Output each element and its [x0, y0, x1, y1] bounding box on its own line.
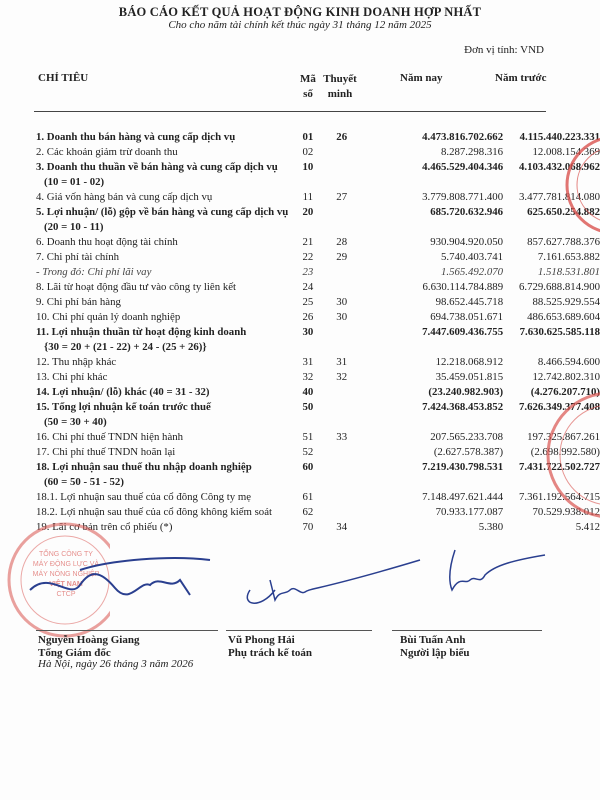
signature-line — [226, 630, 372, 631]
table-row — [36, 399, 600, 414]
table-row — [36, 189, 600, 204]
row-previous-year — [503, 339, 600, 354]
row-current-year — [362, 339, 504, 354]
table-row — [36, 459, 600, 474]
stamp-text: TỔNG CÔNG TY — [39, 551, 93, 558]
col-header-code-1: Mã — [300, 73, 316, 85]
row-previous-year: 4.115.440.223.331 — [519, 130, 600, 143]
row-previous-year: 88.525.929.554 — [532, 295, 600, 308]
row-code: 62 — [302, 505, 314, 518]
row-label: (10 = 01 - 02) — [44, 175, 105, 188]
row-label: 15. Tổng lợi nhuận kế toán trước thuế — [36, 400, 211, 413]
row-previous-year: 486.653.689.604 — [527, 310, 600, 323]
row-code: 23 — [302, 265, 314, 278]
row-current-year: 930.904.920.050 — [430, 235, 504, 248]
row-code — [294, 339, 322, 354]
table-row — [36, 279, 600, 294]
row-note — [322, 144, 362, 159]
row-code — [294, 174, 322, 189]
row-label: 7. Chi phí tài chính — [36, 250, 120, 263]
row-code: 11 — [302, 190, 314, 203]
signer-role: Người lập biểu — [400, 647, 470, 659]
row-current-year: 207.565.233.708 — [430, 430, 504, 443]
row-label: 19. Lãi cơ bản trên cổ phiếu (*) — [36, 520, 173, 533]
row-previous-year: 7.626.349.377.408 — [519, 400, 600, 413]
row-code: 24 — [302, 280, 314, 293]
row-code: 61 — [302, 490, 314, 503]
row-label: 17. Chi phí thuế TNDN hoãn lại — [36, 445, 176, 458]
row-label: 2. Các khoản giảm trừ doanh thu — [36, 145, 178, 158]
report-title: BÁO CÁO KẾT QUẢ HOẠT ĐỘNG KINH DOANH HỢP NHẤT — [118, 5, 482, 19]
row-code — [294, 219, 322, 234]
col-header-previous: Năm trước — [495, 72, 547, 84]
row-previous-year: 1.518.531.801 — [537, 265, 600, 278]
col-header-current: Năm nay — [400, 72, 443, 84]
signature-line — [392, 630, 542, 631]
row-code: 30 — [302, 325, 314, 338]
row-current-year — [362, 219, 504, 234]
row-previous-year: 7.431.722.502.727 — [519, 460, 600, 473]
row-note — [322, 474, 362, 489]
row-previous-year: 7.630.625.585.118 — [519, 325, 600, 338]
row-label: 1. Doanh thu bán hàng và cung cấp dịch vụ — [36, 130, 236, 143]
row-label: {30 = 20 + (21 - 22) + 24 - (25 + 26)} — [44, 340, 207, 353]
row-note — [322, 279, 362, 294]
row-current-year: 3.779.808.771.400 — [422, 190, 504, 203]
row-current-year: 685.720.632.946 — [430, 205, 504, 218]
row-current-year: 98.652.445.718 — [435, 295, 504, 308]
table-row — [36, 519, 600, 534]
row-label: 11. Lợi nhuận thuần từ hoạt động kinh doanh — [36, 325, 247, 338]
row-code — [294, 474, 322, 489]
row-previous-year: 857.627.788.376 — [527, 235, 600, 248]
row-code: 22 — [302, 250, 314, 263]
table-row — [36, 249, 600, 264]
currency-unit: Đơn vị tính: VND — [464, 44, 544, 56]
row-current-year — [362, 174, 504, 189]
row-note — [322, 204, 362, 219]
table-row — [36, 234, 600, 249]
row-current-year: 5.380 — [478, 520, 504, 533]
row-note — [322, 174, 362, 189]
row-current-year: 6.630.114.784.889 — [422, 280, 504, 293]
row-label: 18.1. Lợi nhuận sau thuế của cổ đông Công ty mẹ — [36, 490, 252, 503]
row-note — [322, 504, 362, 519]
table-row — [36, 414, 600, 429]
row-note — [322, 444, 362, 459]
row-label: 13. Chi phí khác — [36, 370, 108, 383]
row-label: 5. Lợi nhuận/ (lỗ) gộp về bán hàng và cung cấp dịch vụ — [36, 205, 289, 218]
row-current-year: 4.465.529.404.346 — [422, 160, 504, 173]
row-code — [294, 414, 322, 429]
row-note — [322, 489, 362, 504]
table-row — [36, 384, 600, 399]
table-row — [36, 369, 600, 384]
row-label: 16. Chi phí thuế TNDN hiện hành — [36, 430, 184, 443]
row-note: 33 — [336, 430, 348, 443]
row-current-year: 7.219.430.798.531 — [422, 460, 504, 473]
table-row — [36, 354, 600, 369]
row-previous-year: 4.103.432.068.962 — [519, 160, 600, 173]
company-stamp-right-bottom — [540, 375, 600, 535]
row-previous-year: 7.361.192.564.715 — [519, 490, 600, 503]
row-current-year: 7.424.368.453.852 — [422, 400, 504, 413]
row-previous-year: 12.742.802.310 — [532, 370, 600, 383]
row-label: 4. Giá vốn hàng bán và cung cấp dịch vụ — [36, 190, 213, 203]
row-note — [322, 339, 362, 354]
row-previous-year: 197.325.867.261 — [527, 430, 600, 443]
row-label: 14. Lợi nhuận/ (lỗ) khác (40 = 31 - 32) — [36, 385, 210, 398]
table-row — [36, 504, 600, 519]
row-code: 26 — [302, 310, 314, 323]
signature-line — [36, 630, 218, 631]
row-current-year: 35.459.051.815 — [435, 370, 504, 383]
row-current-year: (2.627.578.387) — [433, 445, 504, 458]
table-row — [36, 144, 600, 159]
row-code: 40 — [302, 385, 314, 398]
row-label: (50 = 30 + 40) — [44, 415, 107, 428]
signer-name: Nguyễn Hoàng Giang — [38, 634, 140, 646]
col-header-note-1: Thuyết — [323, 73, 357, 85]
row-current-year: (23.240.982.903) — [428, 385, 504, 398]
signature-ceo — [20, 540, 220, 620]
report-subtitle: Cho cho năm tài chính kết thúc ngày 31 tháng 12 năm 2025 — [168, 19, 432, 31]
table-row — [36, 219, 600, 234]
row-current-year: 7.148.497.621.444 — [422, 490, 504, 503]
signature-preparer — [420, 545, 550, 605]
row-note — [322, 459, 362, 474]
row-label: 8. Lãi từ hoạt động đầu tư vào công ty liên kết — [36, 280, 237, 293]
row-code: 21 — [302, 235, 314, 248]
row-previous-year: 70.529.938.012 — [532, 505, 600, 518]
table-row — [36, 444, 600, 459]
table-row — [36, 174, 600, 189]
row-code: 51 — [302, 430, 314, 443]
row-previous-year: 625.650.254.882 — [527, 205, 600, 218]
table-row — [36, 474, 600, 489]
row-current-year — [362, 414, 504, 429]
row-label: (20 = 10 - 11) — [44, 220, 104, 233]
stamp-text: MÁY ĐỘNG LỰC VÀ — [32, 561, 100, 568]
row-current-year: 7.447.609.436.755 — [422, 325, 504, 338]
row-previous-year: 8.466.594.600 — [537, 355, 600, 368]
row-note: 34 — [336, 520, 348, 533]
row-note — [322, 399, 362, 414]
stamp-text: VIỆT NAM — [49, 581, 83, 588]
row-code: 20 — [302, 205, 314, 218]
row-previous-year: 3.477.781.814.080 — [519, 190, 600, 203]
row-previous-year: 12.008.154.369 — [532, 145, 600, 158]
row-previous-year: (4.276.207.710) — [530, 385, 600, 398]
table-row — [36, 264, 600, 279]
signer-name: Vũ Phong Hải — [228, 634, 295, 646]
income-statement-table — [36, 129, 600, 534]
row-note: 28 — [336, 235, 348, 248]
row-code: 70 — [302, 520, 314, 533]
row-note: 31 — [336, 355, 348, 368]
col-header-note — [318, 72, 362, 102]
col-header-item: CHỈ TIÊU — [38, 72, 89, 84]
row-label: 18. Lợi nhuận sau thuế thu nhập doanh nghiệp — [36, 460, 252, 473]
row-note — [322, 414, 362, 429]
col-header-code-2: số — [303, 88, 313, 100]
row-note: 26 — [336, 130, 348, 143]
col-header-note-2: minh — [327, 88, 353, 100]
row-previous-year: (2.698.992.580) — [530, 445, 600, 458]
col-header-code — [297, 72, 319, 102]
row-current-year: 8.287.298.316 — [441, 145, 504, 158]
table-row — [36, 339, 600, 354]
row-note: 29 — [336, 250, 348, 263]
table-row — [36, 429, 600, 444]
stamp-text: MÁY NÔNG NGHIỆP — [32, 571, 100, 578]
row-label: 9. Chi phí bán hàng — [36, 295, 121, 308]
table-row — [36, 324, 600, 339]
row-note — [322, 384, 362, 399]
row-code: 31 — [302, 355, 314, 368]
row-label: 3. Doanh thu thuần về bán hàng và cung cấp dịch vụ — [36, 160, 278, 173]
row-note: 32 — [336, 370, 348, 383]
row-previous-year: 5.412 — [575, 520, 600, 533]
row-current-year: 5.740.403.741 — [441, 250, 504, 263]
row-code: 25 — [302, 295, 314, 308]
row-note — [322, 159, 362, 174]
row-note: 30 — [336, 310, 348, 323]
stamp-text: CTCP — [56, 591, 76, 598]
table-row — [36, 204, 600, 219]
row-note — [322, 324, 362, 339]
row-note: 27 — [336, 190, 348, 203]
row-note: 30 — [336, 295, 348, 308]
row-label: 18.2. Lợi nhuận sau thuế của cổ đông không kiểm soát — [36, 505, 272, 518]
table-row — [36, 159, 600, 174]
row-label: 6. Doanh thu hoạt động tài chính — [36, 235, 178, 248]
row-current-year: 1.565.492.070 — [441, 265, 504, 278]
row-current-year — [362, 474, 504, 489]
row-note — [322, 219, 362, 234]
table-row — [36, 309, 600, 324]
header-divider — [34, 111, 546, 112]
row-previous-year: 7.161.653.882 — [537, 250, 600, 263]
row-current-year: 12.218.068.912 — [435, 355, 504, 368]
row-label: (60 = 50 - 51 - 52) — [44, 475, 124, 488]
signer-name: Bùi Tuấn Anh — [400, 634, 466, 646]
row-code: 52 — [302, 445, 314, 458]
row-code: 02 — [302, 145, 314, 158]
row-label: - Trong đó: Chi phí lãi vay — [36, 265, 152, 278]
row-label: 10. Chi phí quản lý doanh nghiệp — [36, 310, 181, 323]
row-note — [322, 264, 362, 279]
table-row — [36, 489, 600, 504]
row-current-year: 694.738.051.671 — [430, 310, 504, 323]
row-code: 50 — [302, 400, 314, 413]
company-stamp-right-top — [560, 120, 600, 250]
row-current-year: 4.473.816.702.662 — [422, 130, 504, 143]
row-previous-year: 6.729.688.814.900 — [519, 280, 600, 293]
table-row — [36, 294, 600, 309]
row-current-year: 70.933.177.087 — [435, 505, 504, 518]
date-line: Hà Nội, ngày 26 tháng 3 năm 2026 — [38, 658, 194, 670]
row-code: 32 — [302, 370, 314, 383]
row-label: 12. Thu nhập khác — [36, 355, 117, 368]
signer-role: Tổng Giám đốc — [38, 647, 111, 659]
row-code: 60 — [302, 460, 314, 473]
row-code: 01 — [302, 130, 314, 143]
table-row — [36, 129, 600, 144]
signature-accountant — [230, 550, 430, 620]
signer-role: Phụ trách kế toán — [228, 647, 313, 659]
row-code: 10 — [302, 160, 314, 173]
